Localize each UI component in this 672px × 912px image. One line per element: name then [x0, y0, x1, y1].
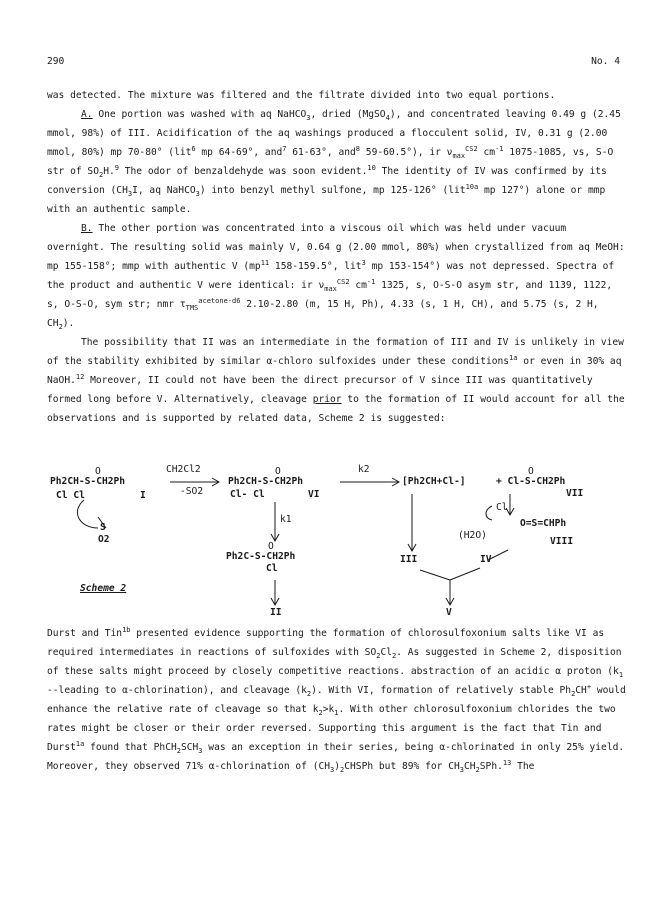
- compound-II-label: II: [270, 607, 282, 618]
- paragraph-discussion: The possibility that II was an intermediate in the formation of III and IV is unlikely in view of the stability exhibited by similar α-chloro sulfoxides under these conditions$^{1a}$ or even in 30% aq NaOH.$^{12}$ Moreover, II could not have been the direct precursor of V since III was quantitatively formed long before V. Alternatively, cleavage prior to the formation of II would account for all the observations and is supported by related data, Scheme 2 is suggested:: [47, 337, 625, 424]
- loss-label: -SO2: [180, 486, 204, 497]
- vi-chlorides: Cl- Cl: [230, 489, 265, 500]
- ring-bond: [77, 500, 98, 528]
- cao-curve: [486, 506, 492, 520]
- text-block-lower: [47, 624, 627, 776]
- vii-oxygen: O: [528, 466, 534, 477]
- ii-structure: Ph2C-S-CH2Ph: [226, 551, 296, 562]
- citation: 1b: [122, 625, 131, 634]
- citation: 10: [367, 163, 376, 172]
- citation: 13: [502, 758, 512, 767]
- page-number: 290: [47, 56, 65, 67]
- vi-oxygen: O: [275, 466, 281, 477]
- citation: 1a: [75, 739, 85, 748]
- compound-III-label: III: [400, 554, 418, 565]
- text-block-upper: [47, 86, 627, 428]
- ring-dioxide: O2: [98, 534, 110, 545]
- water-label: (H2O): [458, 530, 487, 541]
- cao-label: Cl: [496, 502, 508, 513]
- paragraph-b: B. The other portion was concentrated into a viscous oil which was held under vacuum overnight. The resulting solid was mainly V, 0.64 g (2.00 mmol, 80%) when crystallized from aq MeOH: mp 155-158°; mmp with authentic V ($mp^{11}$ 158-159.5°, lit$^3$ mp 153-154°) was not depressed. Spectra of the product and authentic V were identical: ir $\nu_{max}^{CS2}$ $cm^{-1}$ 1325, s, O-S-O asym str, and 1139, 1122, s, O-S-O, sym str; nmr $\tau_{TMS}^{acetone-d6}$ 2.10-2.80 (m, 15 H, Ph), 4.33 (s, 1 H, CH), and 5.75 (s, 2 H, $CH_2$).: [47, 223, 625, 331]
- citation: 3: [361, 258, 366, 267]
- citation: 8: [355, 144, 361, 153]
- compound-VIII-label: VIII: [550, 536, 574, 547]
- paragraph-durst: Durst and Tin$^{1b}$ presented evidence supporting the formation of chlorosulfoxonium salts like VI as required intermediates in reactions of sulfoxides with $SO_2Cl_2$. As suggested in Scheme 2, disposition of these salts might proceed by closely competitive reactions. abstraction of an acidic α proton ($k_1$ --leading to α-chlorination), and cleavage $(k_2)$. With VI, formation of relatively stable $Ph_2CH^+$ would enhance the relative rate of cleavage so that $k_2>k_1$. With other chlorosulfoxonium chlorides the two rates might be closer or their order reversed. Supporting this argument is the fact that Tin and Durst$^{1a}$ found that $PhCH_2SCH_3$ was an exception in their series, being α-chlorinated in only 25% yield. Moreover, they observed 71% α-chlorination of $(CH_3)_2CHSPh$ but 89% for $CH_3CH_2SPh.^{13}$ The: [47, 625, 626, 774]
- citation: 7: [282, 144, 287, 153]
- viii-structure: O=S=CHPh: [520, 518, 567, 529]
- issue-number: No. 4: [591, 56, 620, 67]
- ii-chlorine: Cl: [266, 563, 278, 574]
- section-label-b: B.: [81, 223, 93, 234]
- merge-right: [450, 568, 480, 580]
- citation: 1a: [509, 353, 518, 362]
- compound-IV-label: IV: [480, 554, 492, 565]
- vi-structure: Ph2CH-S-CH2Ph: [228, 476, 304, 487]
- page-header: [47, 52, 620, 66]
- reaction-scheme: [40, 462, 640, 622]
- start-structure: Ph2CH-S-CH2Ph: [50, 476, 126, 487]
- start-oxygen: O: [95, 466, 101, 477]
- rate-k1-label: k1: [280, 514, 292, 525]
- ring-chlorines: Cl Cl: [56, 490, 85, 501]
- rate-k2-label: k2: [358, 464, 370, 475]
- citation: 11: [260, 258, 270, 267]
- compound-VI-label: VI: [308, 489, 320, 500]
- paragraph-a: A. One portion was washed with aq NaHCO$_3$, dried (MgSO$_4$), and concentrated leaving 0.49 g (2.45 mmol, 98%) of III. Acidification of the aq washings produced a flocculent solid, IV, 0.31 g (2.00 mmol, 80%) mp 70-80° (lit$^6$ mp 64-69°, and$^7$ 61-63°, and$^8$ 59-60.5°), ir $\nu_{max}^{CS2}$ $cm^{-1}$ 1075-1085, vs, S-O str of $SO_2H.^9$ The odor of benzaldehyde was soon evident.$^{10}$ The identity of IV was confirmed by its conversion ($CH_3I$, aq NaHCO$_3$) into benzyl methyl sulfone, mp 125-126° (lit$^{10a}$ mp 127°) alone or mmp with an authentic sample.: [47, 109, 621, 215]
- citation: 12: [75, 372, 85, 381]
- citation: 9: [114, 163, 119, 172]
- reagent-label: CH2Cl2: [166, 464, 201, 475]
- citation: 6: [191, 144, 196, 153]
- scheme-label: Scheme 2: [80, 583, 127, 594]
- merge-left: [420, 570, 450, 580]
- vii-structure: + Cl-S-CH2Ph: [496, 476, 566, 487]
- paragraph-intro: was detected. The mixture was filtered and the filtrate divided into two equal portions.: [47, 90, 556, 101]
- compound-I-label: I: [140, 490, 146, 501]
- compound-V-label: V: [446, 607, 452, 618]
- compound-VII-label: VII: [566, 488, 584, 499]
- section-label-a: A.: [81, 109, 93, 120]
- ii-oxygen: O: [268, 541, 274, 552]
- ion-pair: [Ph2CH+Cl-]: [402, 476, 466, 487]
- ring-sulfur: S: [100, 522, 106, 533]
- citation: 10a: [465, 182, 479, 191]
